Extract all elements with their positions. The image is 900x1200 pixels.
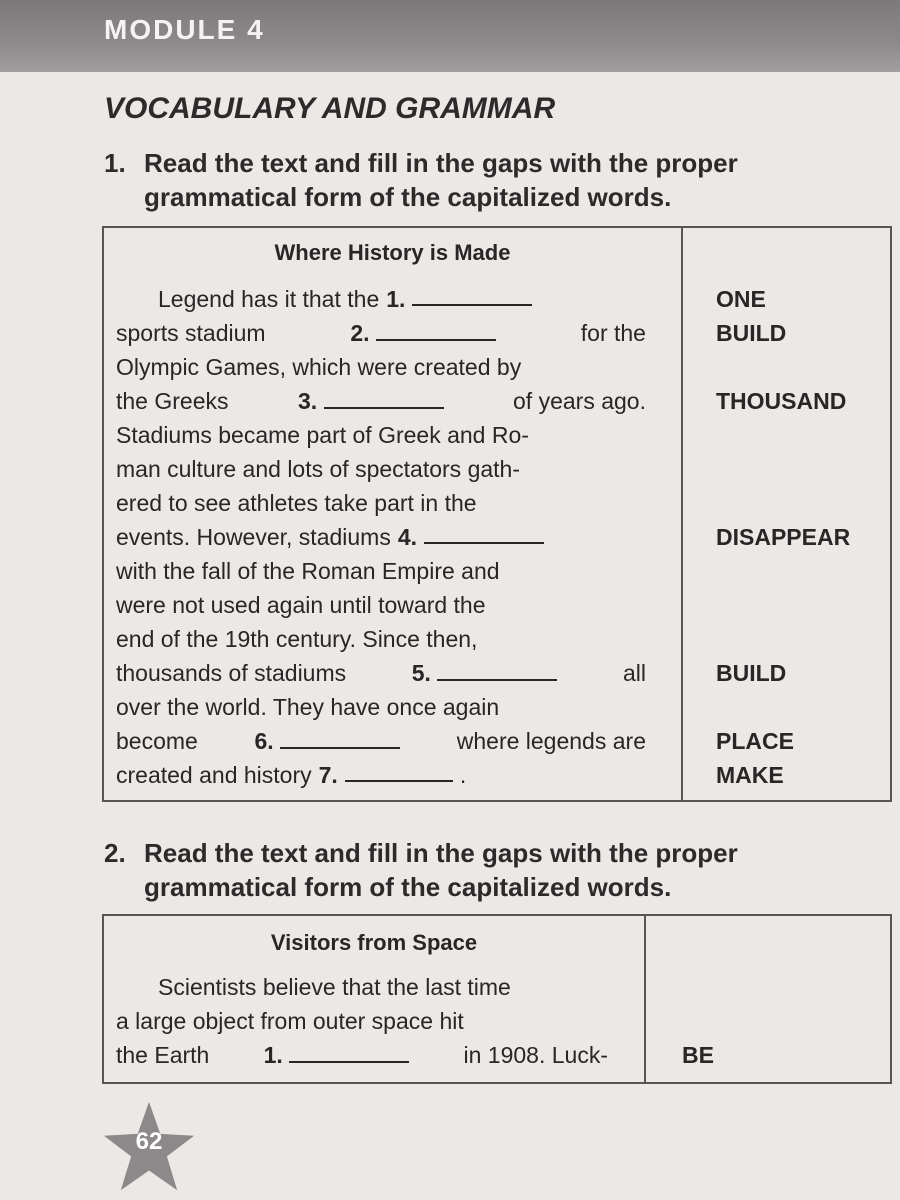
task-number: 1. xyxy=(104,148,126,178)
text-line: end of the 19th century. Since then, xyxy=(116,626,478,652)
answer-gap[interactable] xyxy=(412,282,532,306)
exercise-box-2 xyxy=(102,914,892,1084)
task-text: Read the text and fill in the gaps with the proper grammatical form of the capitalized words. xyxy=(144,838,738,902)
gap-number: 6. xyxy=(254,728,274,754)
text-line: Stadiums became part of Greek and Ro- xyxy=(116,422,529,448)
gap-number: 7. xyxy=(318,762,338,788)
text-line: sports stadium 2. for the xyxy=(116,316,646,350)
gap-number: 3. xyxy=(297,388,318,414)
text-line: ered to see athletes take part in the xyxy=(116,490,477,516)
task-2-instruction xyxy=(104,836,894,904)
task-1-instruction xyxy=(104,146,894,214)
answer-gap[interactable] xyxy=(280,725,400,749)
keyword: THOUSAND xyxy=(716,388,847,414)
text-line: created and history 7. . xyxy=(116,758,646,792)
text-title: Visitors from Space xyxy=(270,930,478,955)
gap-number: 1. xyxy=(263,1042,283,1068)
keyword: DISAPPEAR xyxy=(716,524,851,550)
keyword: BUILD xyxy=(716,660,787,686)
gap-number: 5. xyxy=(411,660,431,686)
text-line: Olympic Games, which were created by xyxy=(116,354,522,380)
module-header-band xyxy=(0,0,900,72)
column-divider xyxy=(644,916,646,1082)
page-number: 62 xyxy=(135,1128,163,1155)
text-line: Scientists believe that the last time xyxy=(158,974,511,1000)
exercise-box-1 xyxy=(102,226,892,802)
text-line: events. However, stadiums 4. xyxy=(116,520,646,554)
text-line: thousands of stadiums 5. all xyxy=(116,656,646,690)
text-line: man culture and lots of spectators gath- xyxy=(116,456,520,482)
text-line: the Earth 1. in 1908. Luck- xyxy=(116,1038,608,1072)
keyword: MAKE xyxy=(716,762,784,788)
answer-gap[interactable] xyxy=(324,385,444,409)
answer-gap[interactable] xyxy=(376,317,496,341)
answer-gap[interactable] xyxy=(289,1039,409,1063)
keyword: PLACE xyxy=(716,728,794,754)
keyword: BUILD xyxy=(716,320,787,346)
text-line: Legend has it that the 1. xyxy=(116,282,646,316)
task-text: Read the text and fill in the gaps with the proper grammatical form of the capitalized words. xyxy=(144,148,738,212)
text-title: Where History is Made xyxy=(274,240,511,265)
column-divider xyxy=(681,228,683,800)
answer-gap[interactable] xyxy=(437,657,557,681)
gap-number: 1. xyxy=(386,286,406,312)
gap-number: 4. xyxy=(397,524,418,550)
answer-gap[interactable] xyxy=(345,758,453,782)
text-line: the Greeks 3. of years ago. xyxy=(116,384,646,418)
answer-gap[interactable] xyxy=(424,520,544,544)
section-title: VOCABULARY AND GRAMMAR xyxy=(104,92,556,125)
module-label: MODULE 4 xyxy=(104,14,265,45)
task-number: 2. xyxy=(104,838,126,868)
text-line: over the world. They have once again xyxy=(116,694,500,720)
text-line: become 6. where legends are xyxy=(116,724,646,758)
text-line: with the fall of the Roman Empire and xyxy=(116,558,500,584)
keyword: BE xyxy=(682,1042,714,1068)
gap-number: 2. xyxy=(350,320,370,346)
keyword: ONE xyxy=(716,286,766,312)
text-line: were not used again until toward the xyxy=(116,592,486,618)
text-line: a large object from outer space hit xyxy=(116,1008,464,1034)
